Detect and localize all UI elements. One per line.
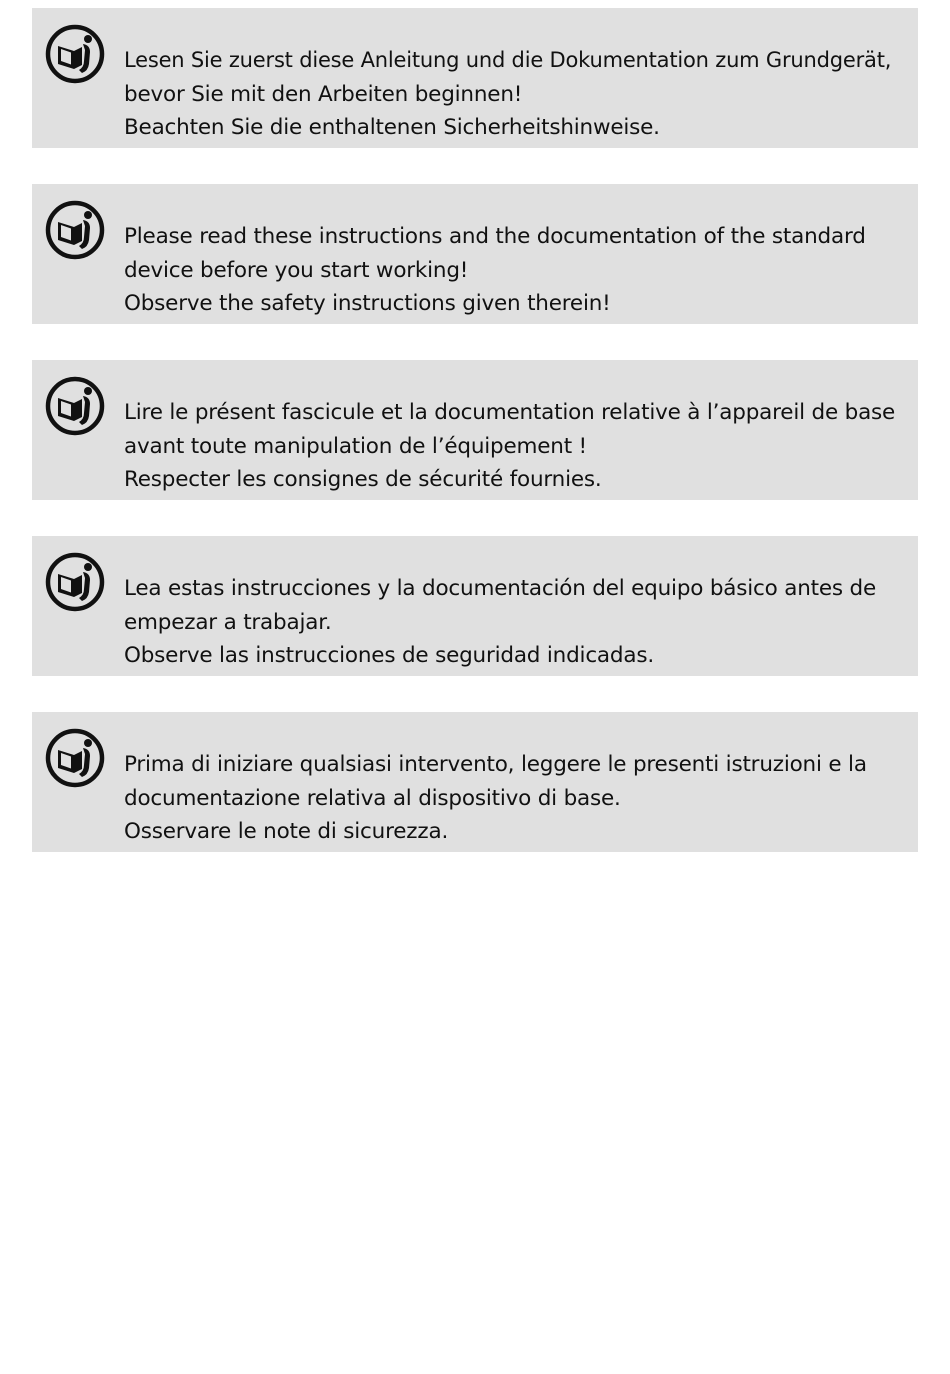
notice-text xyxy=(124,44,906,145)
notice-line: Lire le présent fascicule et la documentation relative à l’appareil de base xyxy=(124,400,896,425)
notice-text xyxy=(124,396,906,497)
notice-de xyxy=(32,8,918,148)
notice-text xyxy=(124,572,906,673)
notice-fr xyxy=(32,360,918,500)
notice-line: Beachten Sie die enthaltenen Sicherheitshinweise. xyxy=(124,115,660,140)
notice-line: documentazione relativa al dispositivo di base. xyxy=(124,785,621,811)
notice-text xyxy=(124,748,906,849)
notice-line: Lesen Sie zuerst diese Anleitung und die Dokumentation zum Grundgerät, xyxy=(124,48,892,72)
read-manual-icon xyxy=(45,728,105,788)
notice-line: Observe las instrucciones de seguridad indicadas. xyxy=(124,643,654,668)
notice-line: Lea estas instrucciones y la documentación del equipo básico antes de xyxy=(124,576,877,601)
read-manual-icon xyxy=(45,24,105,84)
notice-line: Please read these instructions and the documentation of the standard xyxy=(124,224,866,249)
notice-es xyxy=(32,536,918,676)
notice-line: Prima di iniziare qualsiasi intervento, leggere le presenti istruzioni e la xyxy=(124,752,867,777)
notice-text xyxy=(124,220,906,321)
read-manual-icon xyxy=(45,552,105,612)
notice-en xyxy=(32,184,918,324)
notice-line: avant toute manipulation de l’équipement ! xyxy=(124,433,587,459)
read-manual-icon xyxy=(45,376,105,436)
read-manual-icon xyxy=(45,200,105,260)
notice-line: Respecter les consignes de sécurité fournies. xyxy=(124,467,602,492)
notice-line: empezar a trabajar. xyxy=(124,609,332,635)
notice-line: bevor Sie mit den Arbeiten beginnen! xyxy=(124,81,523,107)
notice-it xyxy=(32,712,918,852)
notice-line: Observe the safety instructions given therein! xyxy=(124,291,611,316)
notice-line: Osservare le note di sicurezza. xyxy=(124,819,449,844)
notice-line: device before you start working! xyxy=(124,257,469,283)
